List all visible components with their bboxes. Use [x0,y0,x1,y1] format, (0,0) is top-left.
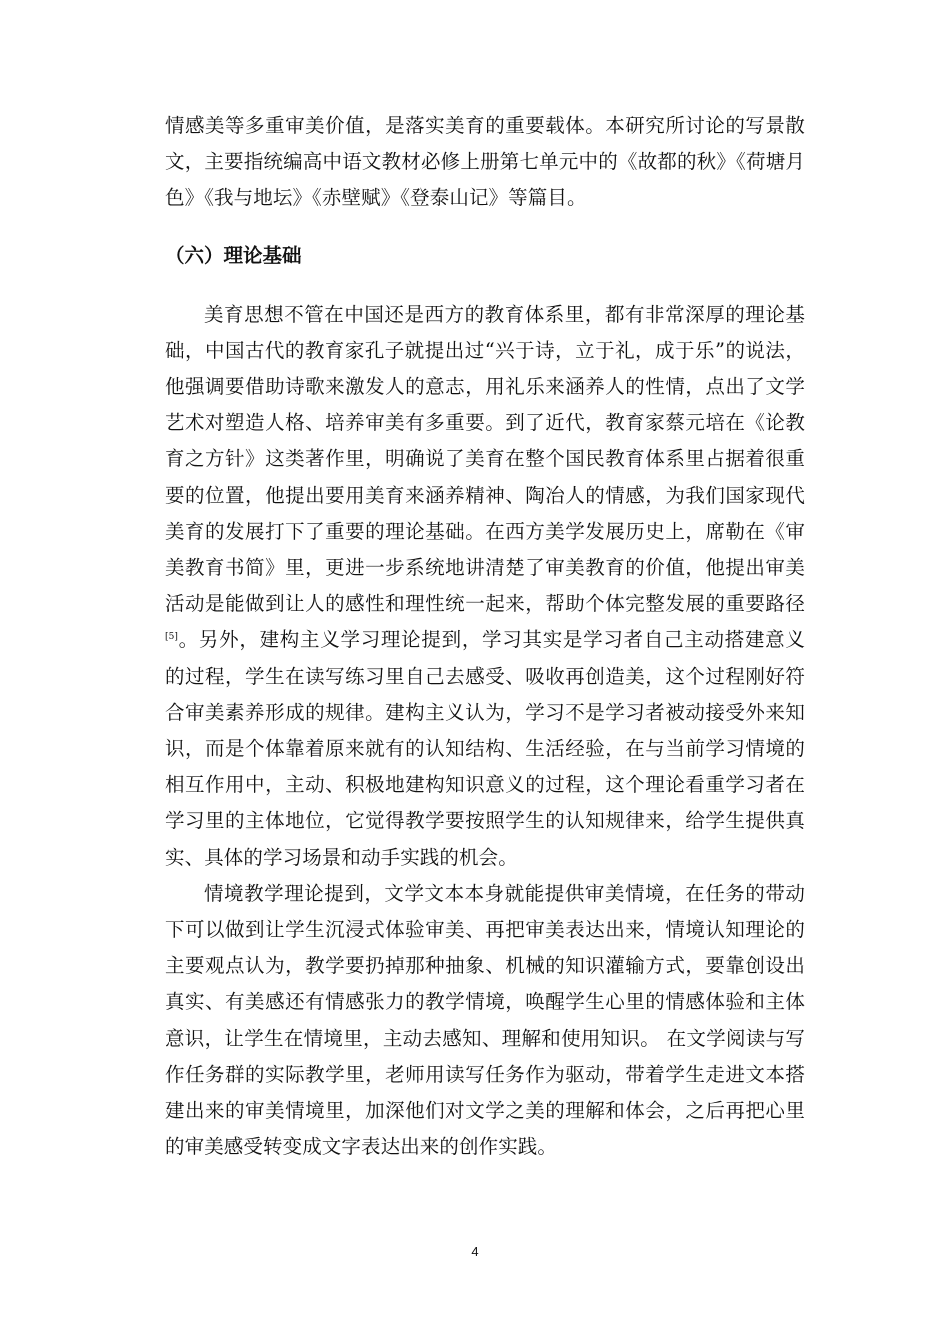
section-heading: （六）理论基础 [165,243,302,267]
theory-paragraph-2: 情境教学理论提到，文学文本本身就能提供审美情境，在任务的带动下可以做到让学生沉浸式体验审美、再把审美表达出来，情境认知理论的主要观点认为，教学要扔掉那种抽象、机械的知识灌输方式，要靠创设出真实、有美感还有情感张力的教学情境，唤醒学生心里的情感体验和主体意识，让学生在情境里，主动去感知、理解和使用知识。 在文学阅读与写作任务群的实际教学里，老师用读写任务作为驱动，带着学生走进文本搭建出来的审美情境里，加深他们对文学之美的理解和体会，之后再把心里的审美感受转变成文字表达出来的创作实践。 [165,881,805,1159]
theory-paragraph-1-text: 美育思想不管在中国还是西方的教育体系里，都有非常深厚的理论基础，中国古代的教育家孔子就提出过“兴于诗，立于礼，成于乐”的说法，他强调要借助诗歌来激发人的意志，用礼乐来涵养人的性情，点出了文学艺术对塑造人格、培养审美有多重要。到了近代，教育家蔡元培在《论教育之方针》这类著作里，明确说了美育在整个国民教育体系里占据着很重要的位置，他提出要用美育来涵养精神、陶冶人的情感，为我们国家现代美育的发展打下了重要的理论基础。在西方美学发展历史上，席勒在《审美教育书简》里，更进一步系统地讲清楚了审美教育的价值，他提出审美活动是能做到让人的感性和理性统一起来，帮助个体完整发展的重要路径 [165,302,805,616]
citation-reference: [5] [165,632,179,643]
intro-paragraph: 情感美等多重审美价值，是落实美育的重要载体。本研究所讨论的写景散文，主要指统编高中语文教材必修上册第七单元中的《故都的秋》《荷塘月色》《我与地坛》《赤壁赋》《登泰山记》等篇目。 [165,114,805,210]
page-number: 4 [471,1244,479,1259]
theory-paragraph-1 [165,297,805,876]
document-body [165,108,805,1165]
theory-paragraph-1-continuation: 。另外，建构主义学习理论提到，学习其实是学习者自己主动搭建意义的过程，学生在读写练习里自己去感受、吸收再创造美，这个过程刚好符合审美素养形成的规律。建构主义认为，学习不是学习者被动接受外来知识，而是个体靠着原来就有的认知结构、生活经验，在与当前学习情境的相互作用中，主动、积极地建构知识意义的过程，这个理论看重学习者在学习里的主体地位，它觉得教学要按照学生的认知规律来，给学生提供真实、具体的学习场景和动手实践的机会。 [165,628,805,869]
